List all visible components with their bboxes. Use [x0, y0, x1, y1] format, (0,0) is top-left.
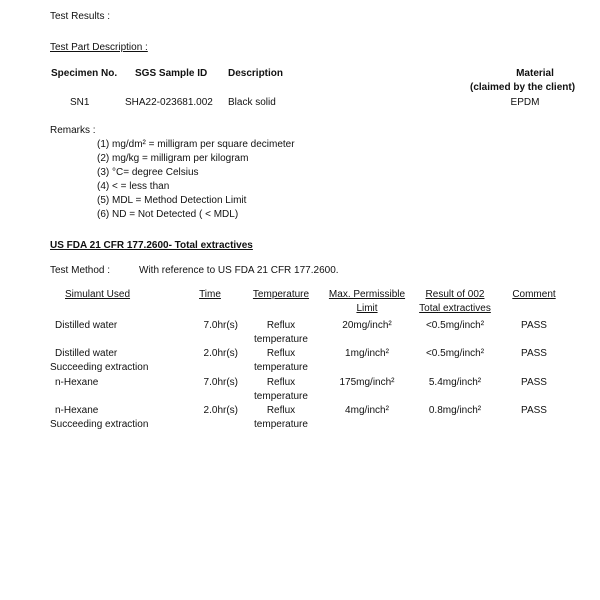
- simulant-cell: n-Hexane: [55, 405, 99, 416]
- remark-item: (3) °C= degree Celsius: [97, 167, 199, 178]
- test-results-label: Test Results :: [50, 11, 111, 22]
- simulant-cell: n-Hexane: [55, 377, 99, 388]
- material-value: EPDM: [510, 97, 540, 108]
- section-title: US FDA 21 CFR 177.2600- Total extractives: [50, 240, 253, 251]
- limit-cell: 175mg/inch²: [339, 377, 395, 388]
- simulant-cell-note: Succeeding extraction: [50, 419, 149, 430]
- max-permissible-header: Max. Permissible: [328, 289, 406, 300]
- time-header: Time: [199, 289, 221, 300]
- comment-cell: PASS: [521, 348, 547, 359]
- time-cell: 7.0hr(s): [203, 377, 238, 388]
- temperature-cell: Reflux: [266, 348, 296, 359]
- description-value: Black solid: [228, 97, 276, 108]
- comment-cell: PASS: [521, 405, 547, 416]
- limit-header: Limit: [356, 303, 378, 314]
- total-extractives-header: Total extractives: [419, 303, 491, 314]
- description-header: Description: [228, 68, 284, 79]
- temperature-cell: temperature: [254, 419, 308, 430]
- limit-cell: 4mg/inch²: [345, 405, 389, 416]
- simulant-cell: Distilled water: [55, 348, 118, 359]
- comment-cell: PASS: [521, 320, 547, 331]
- material-header-note: (claimed by the client): [470, 82, 576, 93]
- specimen-no-header: Specimen No.: [51, 68, 118, 79]
- limit-cell: 1mg/inch²: [345, 348, 389, 359]
- simulant-cell-note: Succeeding extraction: [50, 362, 149, 373]
- remark-item: (5) MDL = Method Detection Limit: [97, 195, 247, 206]
- specimen-no-value: SN1: [70, 97, 90, 108]
- time-cell: 2.0hr(s): [203, 348, 238, 359]
- result-header: Result of 002: [425, 289, 485, 300]
- remark-item: (4) < = less than: [97, 181, 170, 192]
- simulant-cell: Distilled water: [55, 320, 118, 331]
- result-cell: <0.5mg/inch²: [425, 348, 485, 359]
- temperature-cell: Reflux: [266, 320, 296, 331]
- temperature-cell: Reflux: [266, 405, 296, 416]
- remarks-label: Remarks :: [50, 125, 96, 136]
- temperature-cell: temperature: [254, 362, 308, 373]
- material-header: Material: [516, 68, 554, 79]
- remark-item: (6) ND = Not Detected ( < MDL): [97, 209, 239, 220]
- remark-item: (1) mg/dm² = milligram per square decimeter: [97, 139, 295, 150]
- limit-cell: 20mg/inch²: [342, 320, 392, 331]
- temperature-cell: temperature: [254, 391, 308, 402]
- result-cell: <0.5mg/inch²: [425, 320, 485, 331]
- test-method-label: Test Method :: [50, 265, 111, 276]
- result-cell: 5.4mg/inch²: [428, 377, 482, 388]
- temperature-cell: Reflux: [266, 377, 296, 388]
- test-part-description-label: Test Part Description :: [50, 42, 148, 53]
- time-cell: 7.0hr(s): [203, 320, 238, 331]
- temperature-header: Temperature: [252, 289, 310, 300]
- result-cell: 0.8mg/inch²: [428, 405, 482, 416]
- sgs-sample-id-header: SGS Sample ID: [135, 68, 208, 79]
- test-method-value: With reference to US FDA 21 CFR 177.2600.: [139, 265, 339, 276]
- time-cell: 2.0hr(s): [203, 405, 238, 416]
- sgs-sample-id-value: SHA22-023681.002: [125, 97, 213, 108]
- simulant-header: Simulant Used: [65, 289, 131, 300]
- remark-item: (2) mg/kg = milligram per kilogram: [97, 153, 249, 164]
- comment-header: Comment: [512, 289, 556, 300]
- comment-cell: PASS: [521, 377, 547, 388]
- temperature-cell: temperature: [254, 334, 308, 345]
